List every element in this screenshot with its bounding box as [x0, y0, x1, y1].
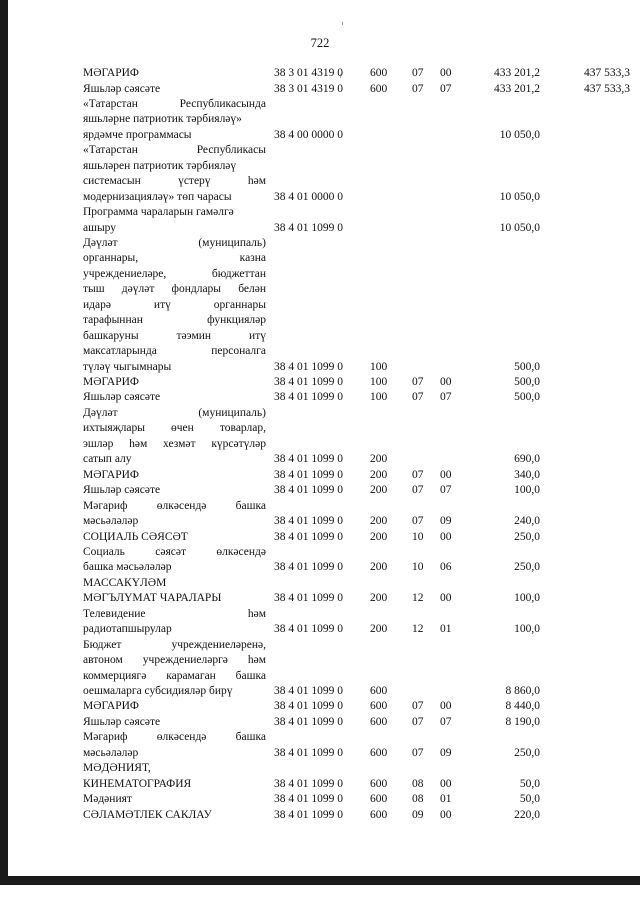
- row-subsection: 07: [440, 484, 452, 497]
- row-code: 38 3 01 4319 0: [274, 67, 343, 79]
- row-expense-type: 600: [370, 808, 388, 821]
- row-section: 12: [412, 623, 424, 636]
- row-subsection: 07: [440, 715, 452, 728]
- row-section: 07: [412, 746, 424, 759]
- row-code: 38 4 01 1099 0: [274, 777, 343, 790]
- row-code: 38 4 01 1099 0: [274, 561, 343, 574]
- row-name: системасын үстерү һәм: [83, 175, 266, 188]
- row-code: 38 4 01 1099 0: [274, 808, 343, 821]
- row-name: Яшьләр сәясәте: [83, 484, 161, 497]
- row-section: 08: [412, 793, 424, 806]
- row-name: Бюджет учреждениеләренә,: [83, 638, 266, 651]
- row-code: 38 4 01 1099 0: [274, 468, 343, 481]
- row-section: 12: [412, 592, 424, 605]
- row-code: 38 4 01 1099 0: [274, 391, 343, 404]
- row-amount-1: 250,0: [514, 746, 540, 759]
- row-subsection: 00: [440, 592, 452, 605]
- row-name: ихтыяҗлары өчен товарлар,: [83, 422, 266, 435]
- row-amount-1: 8 190,0: [505, 715, 540, 728]
- row-amount-1: 50,0: [519, 777, 540, 790]
- row-code: 38 4 01 0000 0: [274, 190, 343, 203]
- row-expense-type: 100: [370, 360, 388, 373]
- row-expense-type: 600: [370, 715, 388, 728]
- row-amount-1: 100,0: [514, 592, 540, 605]
- row-code: 38 4 01 1099 0: [274, 453, 343, 466]
- row-amount-1: 240,0: [514, 515, 540, 527]
- row-expense-type: 200: [370, 515, 388, 527]
- row-amount-1: 10 050,0: [499, 221, 540, 234]
- row-name: Телевидение һәм: [83, 607, 266, 620]
- row-name: МӘГАРИФ: [83, 468, 140, 481]
- row-amount-1: 433 201,2: [494, 82, 540, 95]
- row-code: 38 4 01 1099 0: [274, 360, 343, 373]
- row-name: автоном учреждениеләргә һәм: [83, 654, 266, 667]
- row-section: 07: [412, 515, 424, 527]
- row-name: түләү чыгымнары: [83, 360, 172, 373]
- row-subsection: 00: [440, 67, 452, 79]
- row-subsection: 01: [440, 793, 452, 806]
- row-section: 10: [412, 530, 424, 543]
- row-expense-type: 600: [370, 700, 388, 713]
- row-name: Мәгариф өлкәсендә башка: [83, 499, 266, 512]
- row-amount-2: 437 533,3: [584, 67, 630, 79]
- row-section: 07: [412, 484, 424, 497]
- row-name: тарафыннан функцияләр: [83, 314, 266, 327]
- row-name: «Татарстан Республикасында: [83, 97, 266, 110]
- row-subsection: 00: [440, 777, 452, 790]
- row-name: тыш дәүләт фондлары белән: [83, 283, 266, 296]
- row-expense-type: 200: [370, 468, 388, 481]
- row-name: МӘГАРИФ: [83, 700, 140, 713]
- row-code: 38 4 00 0000 0: [274, 128, 343, 141]
- row-expense-type: 100: [370, 391, 388, 404]
- row-subsection: 00: [440, 530, 452, 543]
- row-section: 09: [412, 808, 424, 821]
- row-code: 38 3 01 4319 0: [274, 82, 343, 95]
- row-section: 07: [412, 67, 424, 79]
- row-code: 38 4 01 1099 0: [274, 793, 343, 806]
- row-name: ярдәмче программасы: [83, 128, 192, 141]
- row-expense-type: 200: [370, 561, 388, 574]
- row-amount-1: 10 050,0: [499, 190, 540, 203]
- row-name: мәсьәләләр: [83, 515, 139, 527]
- row-subsection: 01: [440, 623, 452, 636]
- row-subsection: 00: [440, 700, 452, 713]
- row-section: 07: [412, 468, 424, 481]
- row-name: коммерциягә карамаган башка: [83, 669, 266, 682]
- row-name: мәсьәләләр: [83, 746, 139, 759]
- row-name: идарә итү органнары: [83, 298, 266, 311]
- row-expense-type: 200: [370, 453, 388, 466]
- row-name: яшьләрне патриотик тәрбияләү»: [83, 113, 242, 126]
- row-amount-2: 437 533,3: [584, 82, 630, 95]
- row-subsection: 00: [440, 468, 452, 481]
- row-name: МАССАКҮЛӘМ: [83, 576, 167, 589]
- row-section: 07: [412, 376, 424, 388]
- row-name: максатларында персоналга: [83, 345, 266, 358]
- row-name: МӘГЪЛҮМАТ ЧАРАЛАРЫ: [83, 592, 222, 605]
- row-code: 38 4 01 1099 0: [274, 700, 343, 713]
- row-subsection: 00: [440, 376, 452, 388]
- row-name: Яшьләр сәясәте: [83, 715, 161, 728]
- row-code: 38 4 01 1099 0: [274, 746, 343, 759]
- row-expense-type: 600: [370, 746, 388, 759]
- row-amount-1: 100,0: [514, 484, 540, 497]
- row-amount-1: 100,0: [514, 623, 540, 636]
- row-name: СӘЛАМӘТЛЕК САКЛАУ: [83, 808, 212, 821]
- row-amount-1: 500,0: [514, 360, 540, 373]
- row-subsection: 07: [440, 391, 452, 404]
- row-expense-type: 600: [370, 82, 388, 95]
- row-expense-type: 600: [370, 685, 388, 697]
- row-section: 07: [412, 715, 424, 728]
- row-amount-1: 340,0: [514, 468, 540, 481]
- row-name: Яшьләр сәясәте: [83, 82, 161, 95]
- row-name: башкаруны тәэмин итү: [83, 329, 266, 342]
- row-code: 38 4 01 1099 0: [274, 376, 343, 388]
- row-name: МӘГАРИФ: [83, 67, 140, 79]
- row-name: Дәүләт (муниципаль): [83, 406, 266, 419]
- row-name: Мәгариф өлкәсендә башка: [83, 731, 266, 744]
- row-amount-1: 250,0: [514, 530, 540, 543]
- row-subsection: 06: [440, 561, 452, 574]
- row-section: 07: [412, 700, 424, 713]
- row-expense-type: 600: [370, 67, 388, 79]
- row-subsection: 00: [440, 808, 452, 821]
- row-expense-type: 200: [370, 592, 388, 605]
- row-amount-1: 8 440,0: [505, 700, 540, 713]
- row-name: Мәдәният: [83, 793, 132, 806]
- row-subsection: 07: [440, 82, 452, 95]
- page-number: 722: [310, 36, 330, 50]
- row-section: 07: [412, 391, 424, 404]
- row-section: 10: [412, 561, 424, 574]
- row-name: Программа чараларын гамәлгә: [83, 206, 234, 218]
- row-amount-1: 8 860,0: [505, 685, 540, 697]
- row-code: 38 4 01 1099 0: [274, 715, 343, 728]
- row-name: КИНЕМАТОГРАФИЯ: [83, 777, 192, 790]
- row-section: 08: [412, 777, 424, 790]
- row-amount-1: 500,0: [514, 391, 540, 404]
- row-name: «Татарстан Республикасы: [83, 144, 266, 157]
- row-name: яшьләрен патриотик тәрбияләү: [83, 159, 237, 172]
- row-subsection: 09: [440, 515, 452, 527]
- row-code: 38 4 01 1099 0: [274, 530, 343, 543]
- row-expense-type: 600: [370, 793, 388, 806]
- row-expense-type: 200: [370, 623, 388, 636]
- row-expense-type: 100: [370, 376, 388, 388]
- row-name: модернизацияләү» төп чарасы: [83, 190, 232, 203]
- row-name: Дәүләт (муниципаль): [83, 236, 266, 249]
- row-expense-type: 200: [370, 530, 388, 543]
- row-name: сатып алу: [83, 453, 132, 466]
- row-code: 38 4 01 1099 0: [274, 592, 343, 605]
- row-expense-type: 600: [370, 777, 388, 790]
- row-subsection: 09: [440, 746, 452, 759]
- row-section: 07: [412, 82, 424, 95]
- row-code: 38 4 01 1099 0: [274, 685, 343, 697]
- row-name: радиотапшырулар: [83, 623, 172, 636]
- row-code: 38 4 01 1099 0: [274, 515, 343, 527]
- row-name: башка мәсьәләләр: [83, 561, 172, 574]
- row-name: Социаль сәясәт өлкәсендә: [83, 546, 266, 558]
- row-code: 38 4 01 1099 0: [274, 623, 343, 636]
- row-name: МӘДӘНИЯТ,: [83, 762, 151, 775]
- row-name: Яшьләр сәясәте: [83, 391, 161, 404]
- row-name: эшләр һәм хезмәт күрсәтүләр: [83, 437, 266, 450]
- row-code: 38 4 01 1099 0: [274, 484, 343, 497]
- row-code: 38 4 01 1099 0: [274, 221, 343, 234]
- row-amount-1: 500,0: [514, 376, 540, 388]
- row-amount-1: 220,0: [514, 808, 540, 821]
- row-amount-1: 50,0: [519, 793, 540, 806]
- row-expense-type: 200: [370, 484, 388, 497]
- row-amount-1: 433 201,2: [494, 67, 540, 79]
- row-name: органнары, казна: [83, 252, 266, 265]
- row-name: МӘГАРИФ: [83, 376, 140, 388]
- row-name: СОЦИАЛЬ СӘЯСӘТ: [83, 530, 188, 543]
- row-name: оешмаларга субсидияләр бирү: [83, 685, 233, 697]
- row-amount-1: 250,0: [514, 561, 540, 574]
- row-name: ашыру: [83, 221, 117, 234]
- row-name: учреждениеләре, бюджеттан: [83, 267, 266, 280]
- row-amount-1: 690,0: [514, 453, 540, 466]
- row-amount-1: 10 050,0: [499, 128, 540, 141]
